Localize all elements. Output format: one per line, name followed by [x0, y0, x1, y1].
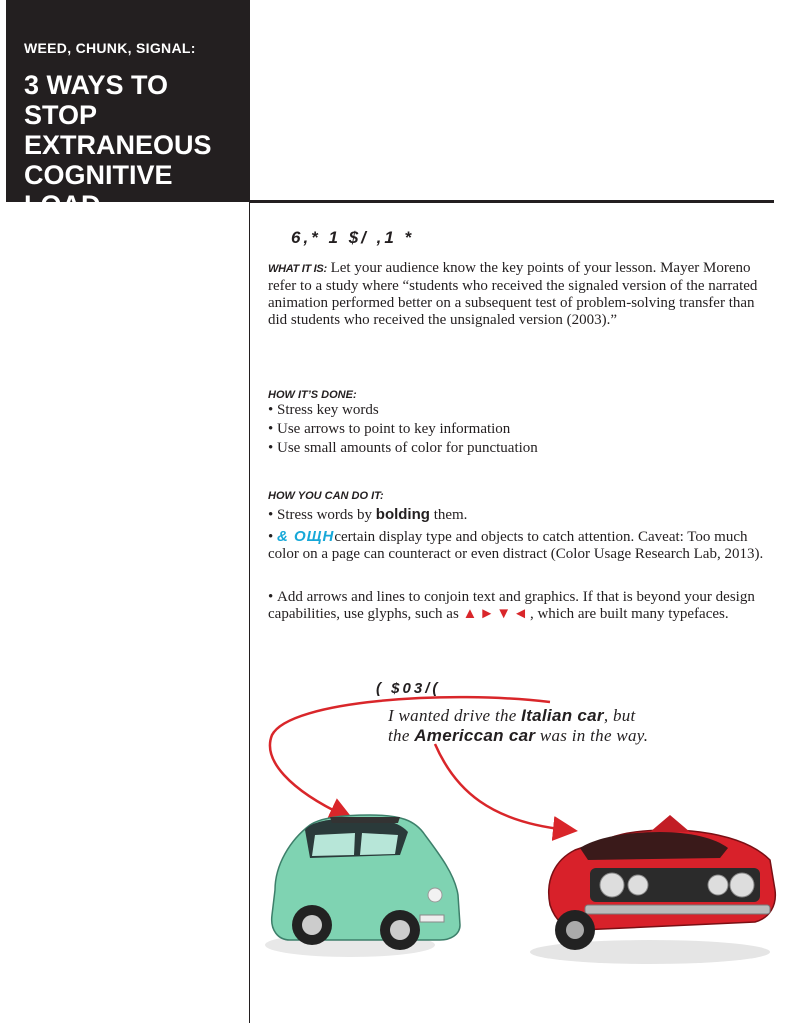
item-text: , which are built many typefaces. [529, 606, 729, 622]
section-title: 6,* 1 $/ ,1 * [291, 228, 415, 247]
list-item: • Use small amounts of color for punctuation [268, 439, 538, 458]
list-item: • Use arrows to point to key information [268, 420, 538, 439]
example-title: ( $03/( [376, 680, 441, 697]
how-done-label: HOW IT’S DONE: [268, 389, 357, 401]
how-you-item-bold: • Stress words by bolding them. [268, 506, 468, 523]
horizontal-rule [249, 200, 774, 203]
what-it-is-text: Let your audience know the key points of your lesson. Mayer Moreno refer to a study where “students who received the signaled version of the narrated animation performed better on a subsequent test of problem-solving transfer than did students who received the unsignaled version (2003).” [268, 260, 758, 328]
what-it-is-label: WHAT IT IS: [268, 263, 327, 275]
quote-text: I wanted drive the [388, 706, 522, 725]
bold-word: bolding [375, 506, 430, 523]
page-title: 3 WAYS TO STOP EXTRANEOUS COGNITIVE LOAD [24, 70, 212, 220]
what-it-is-paragraph [268, 260, 768, 329]
arrow-to-american-car [435, 744, 568, 830]
italian-car-label: Italian car [521, 706, 604, 725]
quote-text: the [388, 726, 415, 745]
arrow-glyphs: ▲►▼◄ [462, 606, 530, 622]
quote-text: was in the way. [535, 726, 649, 745]
item-text: certain display type and objects to catch attention. Caveat: Too much color on a page can counteract or even distract (Color Usage Research Lab, 2013). [268, 529, 764, 562]
arrow-to-italian-car [270, 697, 550, 816]
how-done-list [268, 401, 538, 458]
car-illustration [250, 690, 790, 990]
item-text: Stress words by [277, 507, 376, 523]
item-text: them. [429, 507, 468, 523]
quote-text: , but [603, 706, 636, 725]
list-item: • Stress key words [268, 401, 538, 420]
american-car-label: Americcan car [414, 726, 536, 745]
italian-car-image [265, 815, 460, 957]
how-you-item-arrows: • Add arrows and lines to conjoin text and graphics. If that is beyond your design capabilities, use glyphs, such as ▲►▼◄, which are built many typefaces. [268, 589, 755, 622]
item-text: Add arrows and lines to conjoin text and graphics. If that is beyond your design capabilities, use glyphs, such as [268, 589, 755, 622]
header-kicker: WEED, CHUNK, SIGNAL: [24, 40, 196, 56]
how-you-item-color: • & OЩHcertain display type and objects to catch attention. Caveat: Too much color on a page can counteract or even distract (Color Usage Research Lab, 2013). [268, 528, 764, 562]
how-you-label: HOW YOU CAN DO IT: [268, 490, 384, 502]
american-car-image [530, 815, 775, 964]
color-word: & OЩH [277, 528, 335, 545]
